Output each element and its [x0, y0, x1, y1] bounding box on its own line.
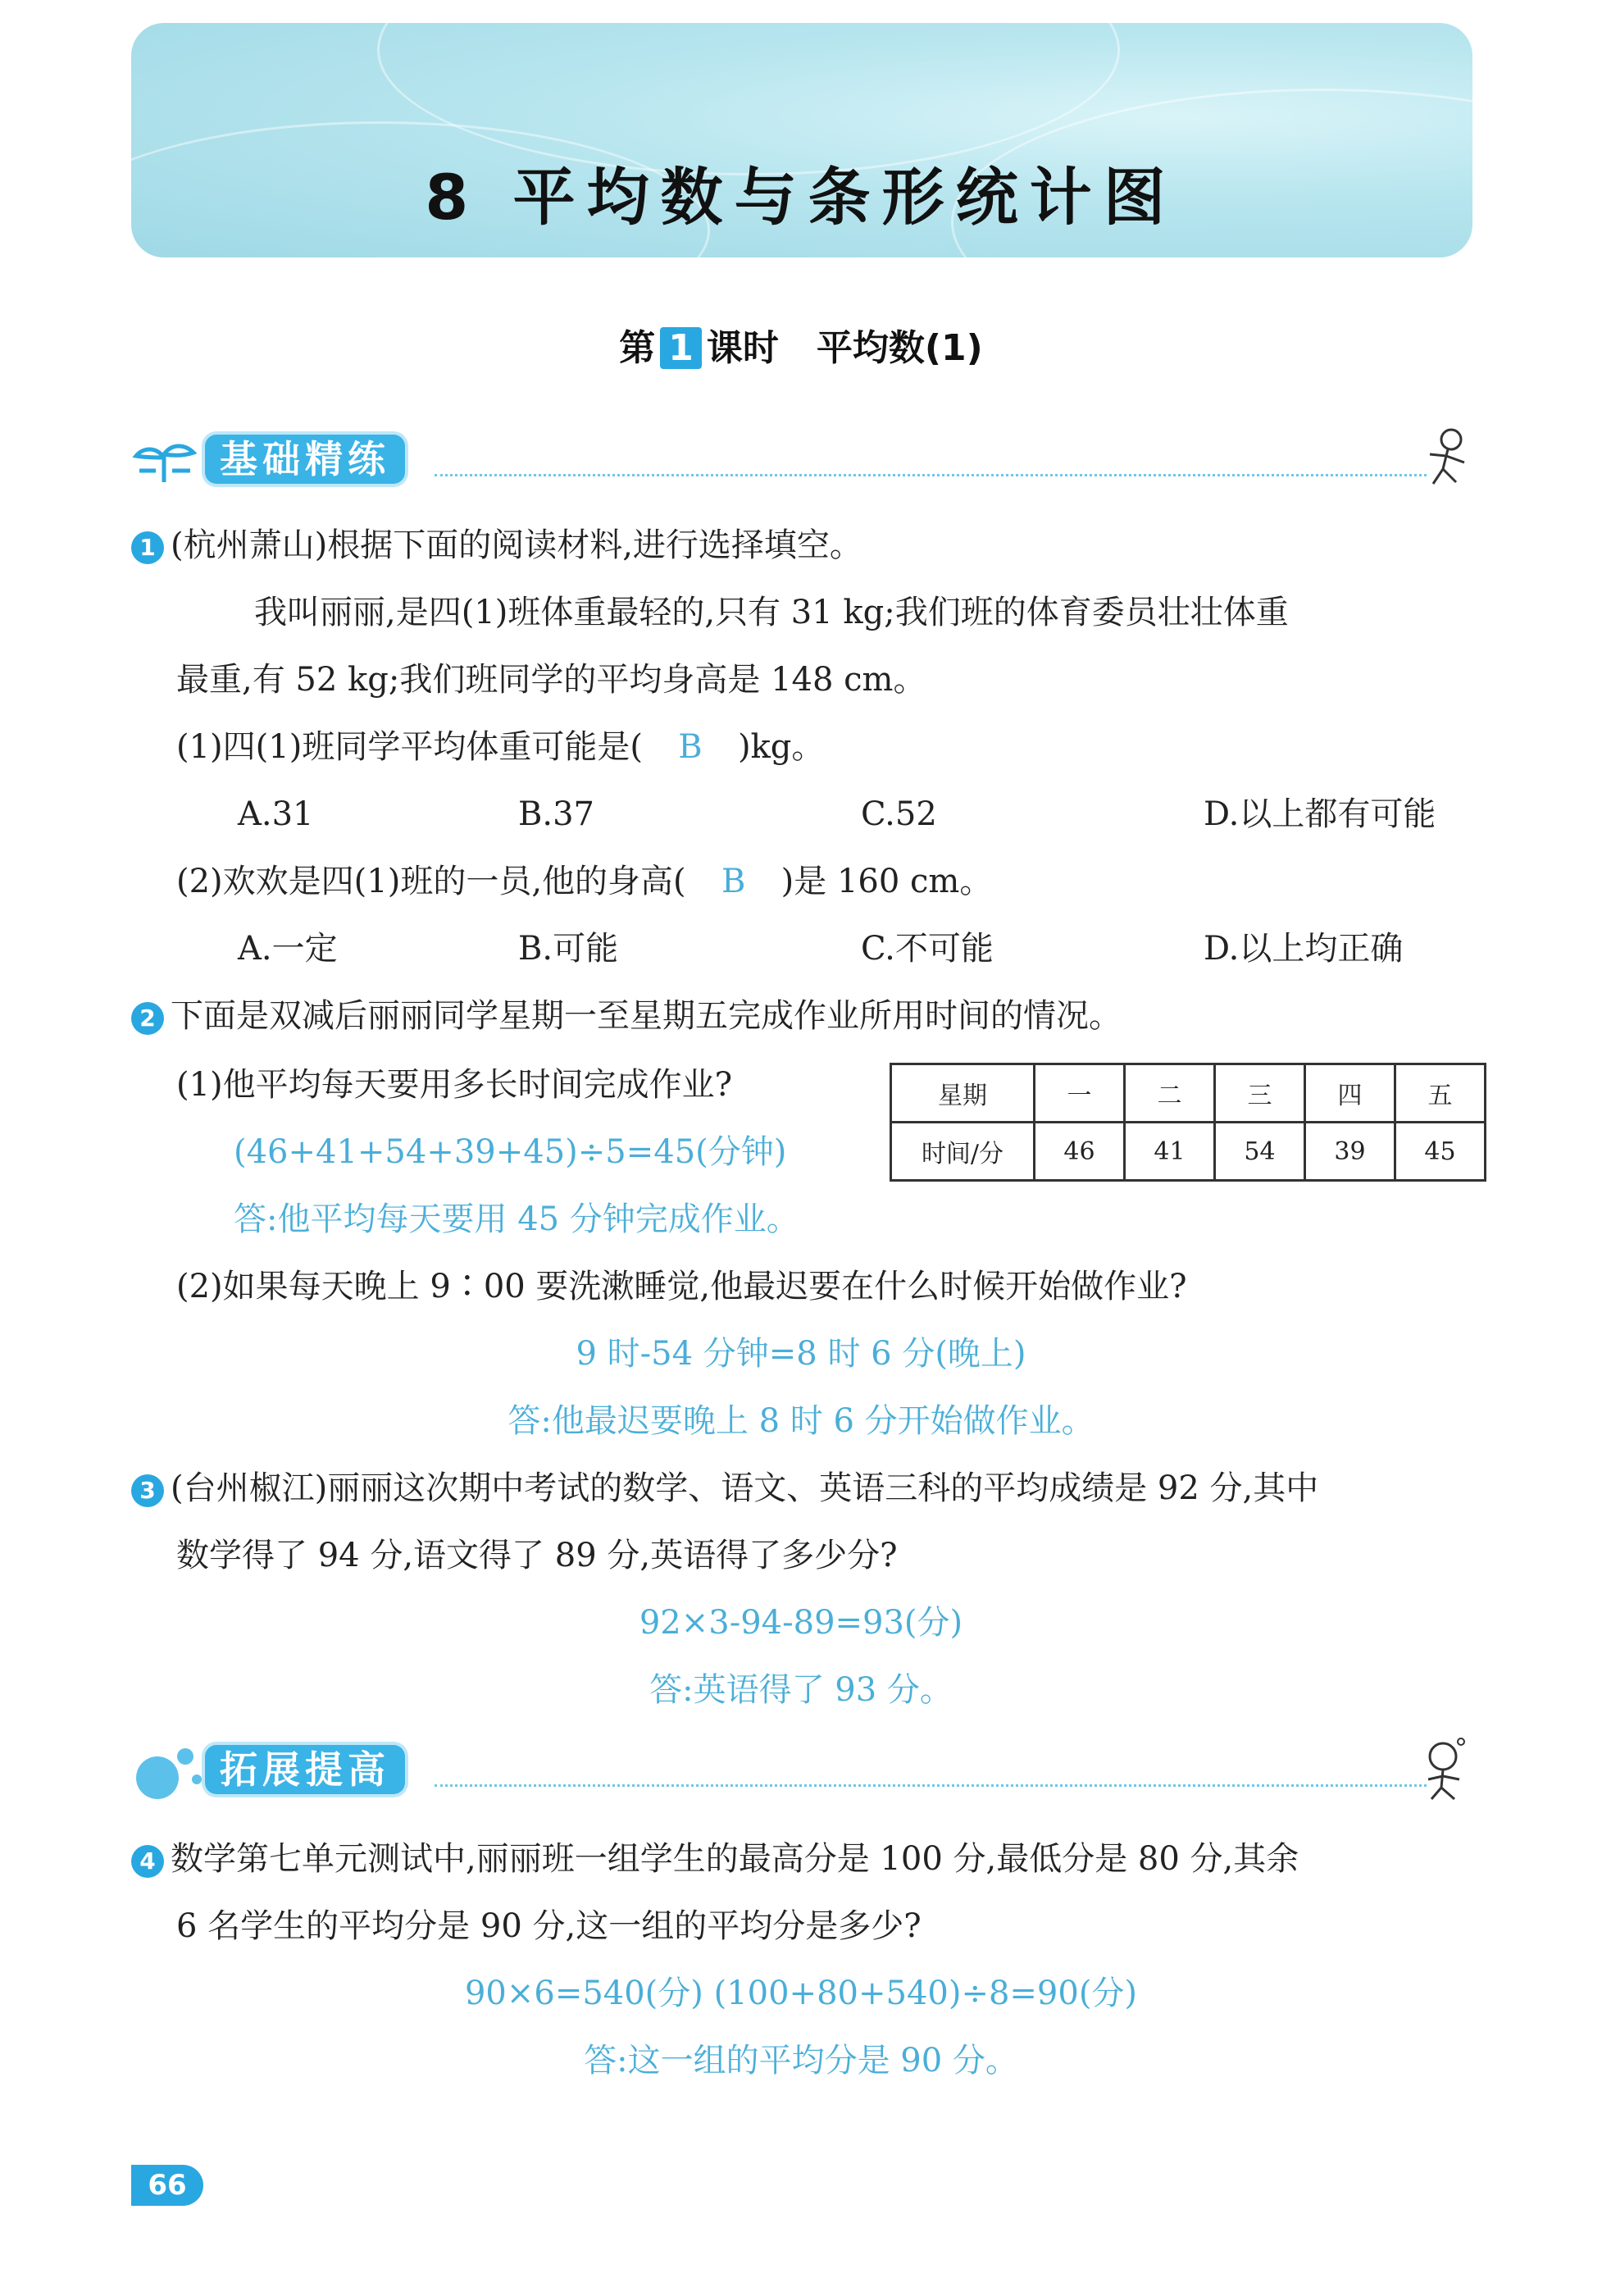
- section-header-extend: [131, 1737, 1476, 1802]
- q3-work: 92×3-94-89=93(分): [639, 1604, 963, 1642]
- q2-sub1-work: (46+41+54+39+45)÷5=45(分钟): [234, 1133, 787, 1171]
- question-number-badge: 4: [131, 1845, 164, 1878]
- table-cell: 54: [1215, 1123, 1305, 1181]
- q1-sub1-answer: B: [678, 728, 703, 766]
- lesson-number-badge: 1: [660, 327, 702, 369]
- q1-sub2-answer: B: [721, 863, 746, 900]
- lesson-suffix: 课时: [706, 327, 779, 369]
- q2-sub2-answer: 答:他最迟要晚上 8 时 6 分开始做作业。: [507, 1402, 1095, 1440]
- q1-sub1-suffix: )kg。: [737, 728, 825, 766]
- table-cell: 46: [1035, 1123, 1125, 1181]
- q1-sub2-option-a: A.一定: [238, 930, 338, 968]
- q2-sub1-answer: 答:他平均每天要用 45 分钟完成作业。: [234, 1200, 799, 1238]
- q2-sub2-work: 9 时-54 分钟=8 时 6 分(晚上): [576, 1335, 1026, 1373]
- bubbles-icon: [131, 1740, 205, 1802]
- q1-sub1-option-a: A.31: [238, 795, 314, 833]
- running-kid-icon: [1418, 426, 1476, 492]
- question-1-line1: (杭州萧山)根据下面的阅读材料,进行选择填空。: [171, 526, 862, 564]
- table-cell: 五: [1395, 1064, 1486, 1123]
- q1-sub2-prefix: (2)欢欢是四(1)班的一员,他的身高(: [176, 863, 686, 900]
- q3-answer: 答:英语得了 93 分。: [649, 1671, 953, 1709]
- section-divider: [435, 1784, 1427, 1787]
- question-4-stem: [131, 1838, 1299, 1879]
- q1-sub2-suffix: )是 160 cm。: [781, 863, 993, 900]
- table-cell: 41: [1125, 1123, 1215, 1181]
- table-cell: 三: [1215, 1064, 1305, 1123]
- q1-sub1-option-d: D.以上都有可能: [1204, 795, 1436, 833]
- thinking-kid-icon: [1418, 1737, 1476, 1802]
- passage-line-2: 最重,有 52 kg;我们班同学的平均身高是 148 cm。: [176, 661, 926, 699]
- q2-sub2: (2)如果每天晚上 9∶00 要洗漱睡觉,他最迟要在什么时候开始做作业?: [176, 1268, 1187, 1305]
- q1-sub2-option-d: D.以上均正确: [1204, 930, 1404, 968]
- question-3-line1: (台州椒江)丽丽这次期中考试的数学、语文、英语三科的平均成绩是 92 分,其中: [171, 1469, 1319, 1507]
- passage-line-1: 我叫丽丽,是四(1)班体重最轻的,只有 31 kg;我们班的体育委员壮壮体重: [254, 594, 1289, 631]
- q1-sub2-option-b: B.可能: [518, 930, 619, 968]
- table-row: [891, 1123, 1486, 1181]
- lesson-title: [0, 318, 1602, 371]
- section-label-basic: 基础精练: [205, 435, 405, 484]
- question-4-line1: 数学第七单元测试中,丽丽班一组学生的最高分是 100 分,最低分是 80 分,其余: [171, 1840, 1299, 1878]
- q2-sub1: (1)他平均每天要用多长时间完成作业?: [176, 1066, 733, 1104]
- question-3-line2: 数学得了 94 分,语文得了 89 分,英语得了多少分?: [176, 1537, 898, 1574]
- table-cell: 四: [1305, 1064, 1395, 1123]
- question-number-badge: 3: [131, 1474, 164, 1507]
- q4-work: 90×6=540(分) (100+80+540)÷8=90(分): [464, 1975, 1138, 2012]
- table-cell: 时间/分: [891, 1123, 1035, 1181]
- q1-sub1-option-b: B.37: [518, 795, 595, 833]
- table-row: [891, 1064, 1486, 1123]
- question-4-line2: 6 名学生的平均分是 90 分,这一组的平均分是多少?: [176, 1907, 922, 1945]
- chapter-title: 8 平均数与条形统计图: [425, 161, 1177, 234]
- section-divider: [435, 474, 1427, 476]
- q1-sub2-option-c: C.不可能: [861, 930, 994, 968]
- q1-sub1: [176, 727, 824, 768]
- q1-sub1-prefix: (1)四(1)班同学平均体重可能是(: [176, 728, 643, 766]
- q1-sub1-option-c: C.52: [861, 795, 937, 833]
- sprout-icon: [131, 438, 197, 484]
- question-number-badge: 1: [131, 531, 164, 564]
- table-cell: 39: [1305, 1123, 1395, 1181]
- question-2-line1: 下面是双减后丽丽同学星期一至星期五完成作业所用时间的情况。: [171, 997, 1122, 1035]
- homework-time-table: [890, 1063, 1486, 1182]
- question-number-badge: 2: [131, 1002, 164, 1035]
- section-header-basic: [131, 426, 1476, 492]
- table-cell: 45: [1395, 1123, 1486, 1181]
- q4-answer: 答:这一组的平均分是 90 分。: [584, 2042, 1018, 2080]
- question-1-stem: [131, 525, 862, 566]
- table-cell: 二: [1125, 1064, 1215, 1123]
- question-2-stem: [131, 995, 1122, 1036]
- table-cell: 星期: [891, 1064, 1035, 1123]
- question-3-stem: [131, 1468, 1318, 1509]
- q1-sub2: [176, 861, 992, 902]
- section-label-extend: 拓展提高: [205, 1745, 405, 1794]
- page-number: 66: [131, 2165, 203, 2206]
- lesson-topic: 平均数(1): [816, 327, 983, 369]
- lesson-prefix: 第: [619, 327, 656, 369]
- table-cell: 一: [1035, 1064, 1125, 1123]
